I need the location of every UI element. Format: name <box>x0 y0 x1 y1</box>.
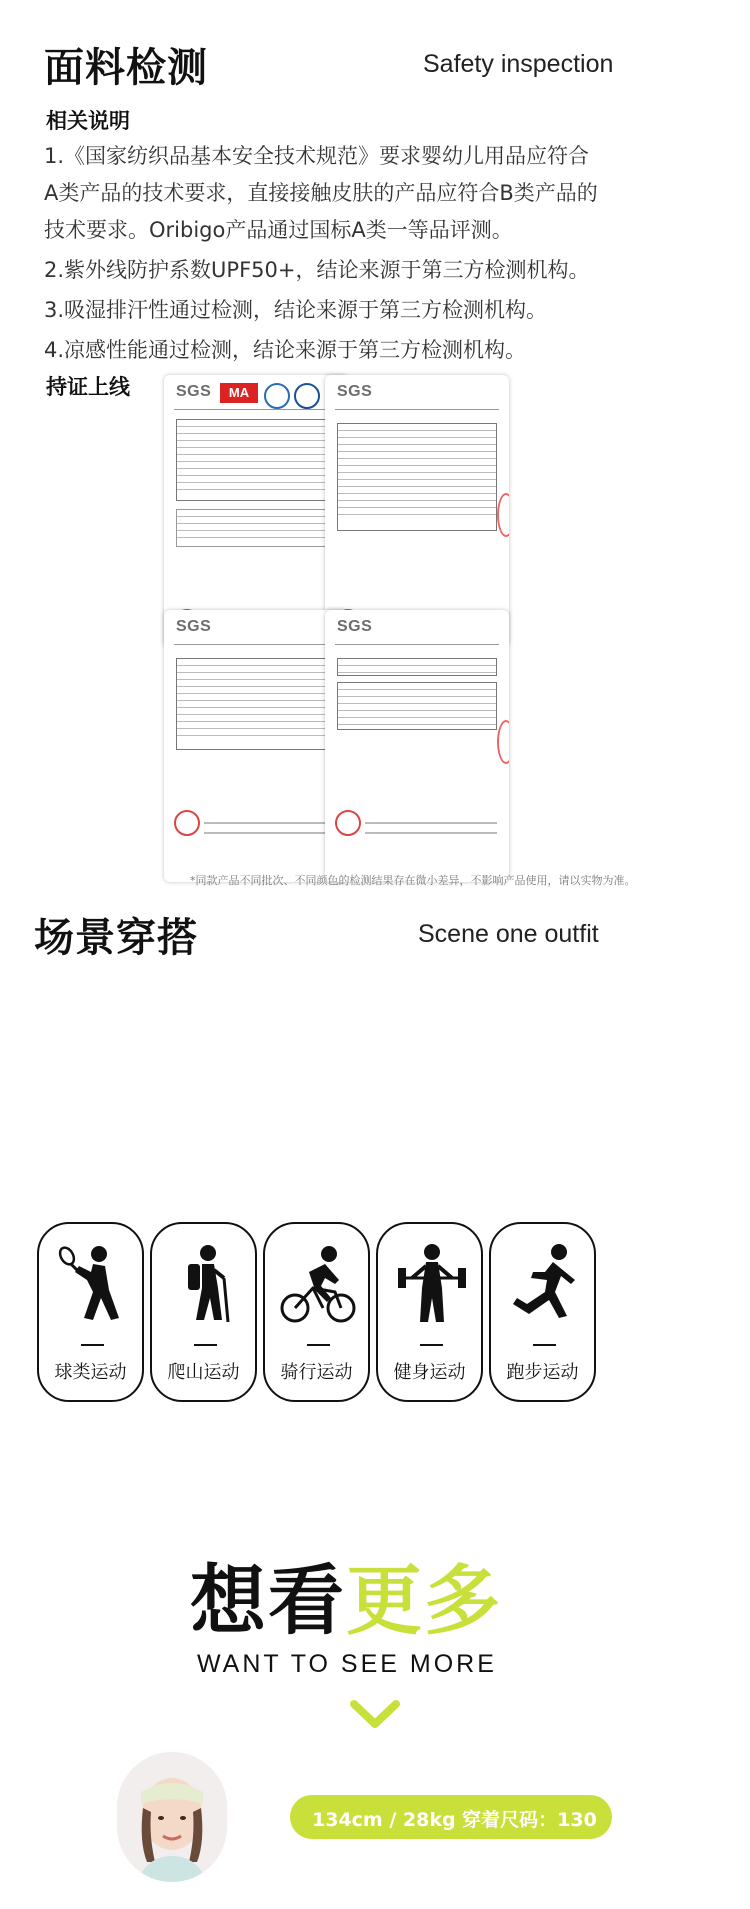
ma-badge: MA <box>220 383 258 403</box>
scene-card-label: 骑行运动 <box>280 1362 353 1383</box>
want-more-accent: 更多 <box>346 1556 502 1645</box>
want-more-heading <box>190 1540 502 1649</box>
disclaimer-note: *同款产品不同批次、不同颜色的检测结果存在微小差异，不影响产品使用，请以实物为准。 <box>190 874 636 887</box>
ilac-badge-icon <box>264 383 290 409</box>
note-line: A类产品的技术要求，直接接触皮肤的产品应符合B类产品的 <box>44 181 598 205</box>
note-line: 2.紫外线防护系数UPF50+，结论来源于第三方检测机构。 <box>44 258 590 282</box>
want-more-dark: 想看 <box>190 1556 346 1645</box>
scene-card-fitness[interactable] <box>376 1222 483 1402</box>
scene-card-label: 爬山运动 <box>167 1362 240 1383</box>
model-avatar <box>117 1752 227 1882</box>
notes-label: 相关说明 <box>46 109 130 133</box>
scene-card-hiking[interactable] <box>150 1222 257 1402</box>
sgs-logo: SGS <box>337 383 373 400</box>
hiker-icon <box>166 1242 246 1337</box>
model-size-text: 134cm / 28kg 穿着尺码：130 <box>312 1809 597 1831</box>
weightlifter-icon <box>392 1242 472 1337</box>
section-subtitle-fabric: Safety inspection <box>423 50 614 78</box>
note-line: 1.《国家纺织品基本安全技术规范》要求婴幼儿用品应符合 <box>44 144 590 168</box>
scene-card-label: 球类运动 <box>54 1362 127 1383</box>
runner-icon <box>505 1242 585 1337</box>
scene-card-label: 跑步运动 <box>506 1362 579 1383</box>
certificate-image-1 <box>164 375 348 647</box>
sgs-logo: SGS <box>176 383 212 400</box>
note-line: 4.凉感性能通过检测，结论来源于第三方检测机构。 <box>44 338 527 362</box>
certified-label: 持证上线 <box>46 375 130 399</box>
scene-card-cycling[interactable] <box>263 1222 370 1402</box>
section-title-fabric: 面料检测 <box>44 45 208 91</box>
section-subtitle-scene: Scene one outfit <box>418 920 599 948</box>
cnas-badge-icon <box>294 383 320 409</box>
sgs-logo: SGS <box>176 618 212 635</box>
chevron-down-icon[interactable] <box>350 1700 400 1730</box>
want-more-english: WANT TO SEE MORE <box>197 1650 497 1678</box>
sgs-logo: SGS <box>337 618 373 635</box>
note-line: 3.吸湿排汗性通过检测，结论来源于第三方检测机构。 <box>44 298 548 322</box>
certificate-image-3 <box>164 610 348 882</box>
scene-card-running[interactable] <box>489 1222 596 1402</box>
section-title-scene: 场景穿搭 <box>34 915 198 961</box>
cyclist-icon <box>279 1242 359 1337</box>
model-size-badge <box>290 1795 612 1839</box>
certificate-image-4 <box>325 610 509 882</box>
scene-card-label: 健身运动 <box>393 1362 466 1383</box>
notes-list <box>44 138 598 369</box>
note-line: 技术要求。Oribigo产品通过国标A类一等品评测。 <box>44 218 513 242</box>
scene-card-ball-sports[interactable] <box>37 1222 144 1402</box>
tennis-player-icon <box>53 1242 133 1337</box>
certificate-image-2 <box>325 375 509 647</box>
